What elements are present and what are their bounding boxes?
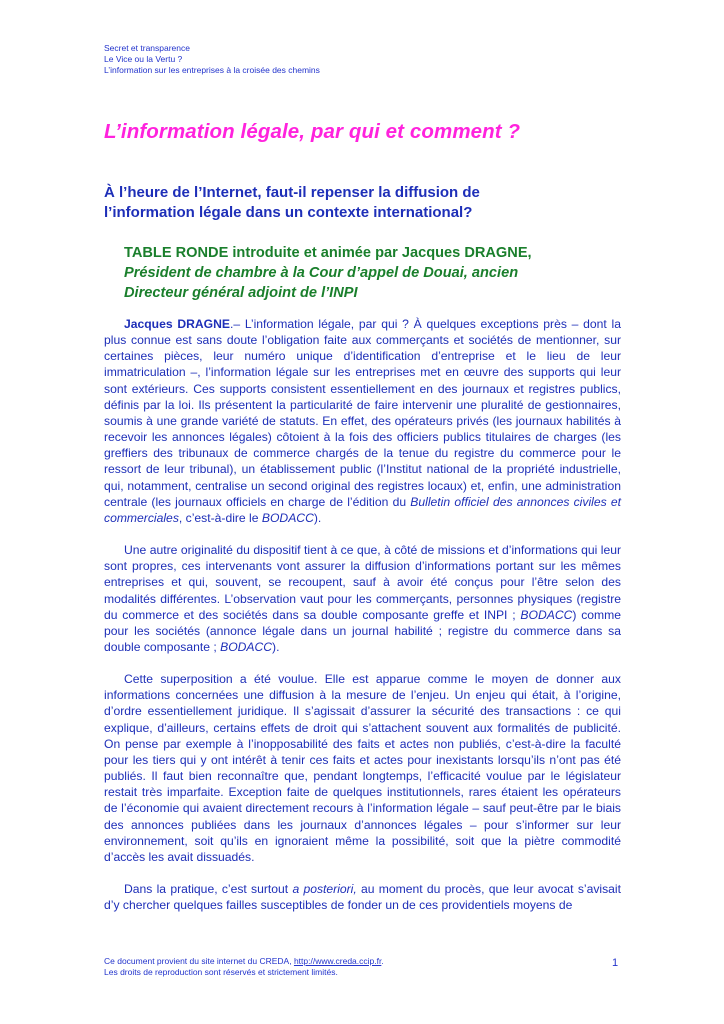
header-line-3: L’information sur les entreprises à la croisée des chemins [104,65,320,75]
subtitle-line-1: À l’heure de l’Internet, faut-il repenser la diffusion de [104,184,480,201]
page-footer [104,956,624,978]
subtitle [104,183,624,223]
paragraph-1 [104,316,621,526]
paragraph-2-text-b: ) comme pour les sociétés (annonce légale dans un journal habilité ; registre du commerce dans sa double composante ; [104,607,621,654]
body-text [104,316,621,913]
paragraph-4 [104,881,621,913]
paragraph-1-text-c: ). [313,510,322,525]
roundtable-line-1: TABLE RONDE introduite et animée par Jacques DRAGNE, [124,245,532,261]
page-title: L’information légale, par qui et comment ? [104,120,521,143]
paragraph-4-text: Dans la pratique, c’est surtout [124,882,293,896]
bodacc-ref: BODACC [520,607,573,622]
paragraph-1-text-b: , c’est-à-dire le [178,510,262,525]
publication-title: Bulletin officiel des annonces civiles et commerciales [104,494,621,525]
roundtable-line-2: Président de chambre à la Cour d’appel de Douai, ancien [124,265,519,281]
paragraph-1-text: .– L’information légale, par qui ? À quelques exceptions près – dont la plus connue est sans doute l’obligation faite aux commerçants et sociétés de mentionner, sur certaines pièces, leur numéro unique d’identification d’entreprise et le lieu de leur immatriculation –, l’information légale sur les entreprises met en œuvre des supports qui leur sont extérieurs. Ces supports consistent essentiellement en des journaux et registres publics, définis par la loi. Ils présentent la particularité de faire intervenir une pluralité de gestionnaires, soumis à une grande variété de statuts. En effet, des opérateurs privés (les journaux habilités à recevoir les annonces légales) côtoient à la fois des officiers publics titulaires de charges (les greffiers des tribunaux de commerce chargés de la tenue du registre du commerce pour le ressort de leur tribunal), un établissement public (l’Institut national de la propriété industrielle, qui, notamment, centralise un second original des registres locaux) et, enfin, une administration centrale (les journaux officiels en charge de l’édition du [104,317,621,509]
roundtable-intro [124,243,624,303]
speaker-name: Jacques DRAGNE [124,317,230,331]
header-line-2: Le Vice ou la Vertu ? [104,54,183,64]
paragraph-2-text: Une autre originalité du dispositif tient à ce que, à côté de missions et d’informations qui leur sont propres, ces intervenants vont assurer la diffusion d’informations portant sur les mêmes entreprises et qui, souvent, se recoupent, sauf à avoir été conçus pour l’être selon des modalités différentes. L’observation vaut pour les commerçants, personnes physiques (registre du commerce et des sociétés dans sa double composante greffe et INPI ; [104,543,621,622]
running-header [104,43,320,76]
page-number: 1 [612,957,619,969]
creda-link[interactable]: http://www.creda.ccip.fr [293,956,382,966]
latin-phrase: a posteriori, [292,882,357,896]
header-line-1: Secret et transparence [104,43,190,53]
footer-line-2: Les droits de reproduction sont réservés et strictement limités. [104,967,338,977]
roundtable-line-3: Directeur général adjoint de l’INPI [124,285,358,301]
paragraph-2 [104,542,621,655]
bodacc-ref: BODACC [220,639,273,654]
footer-source-text: Ce document provient du site internet du CREDA, [104,956,294,966]
footer-period: . [381,956,384,966]
footer-line-1 [104,956,624,967]
paragraph-3: Cette superposition a été voulue. Elle est apparue comme le moyen de donner aux informations concernées une diffusion à la mesure de l’enjeu. Un enjeu qui était, à l’origine, d’ordre essentiellement juridique. Il s’agissait d’assurer la sécurité des transactions : ce qui explique, d’ailleurs, certains effets de droit qui s’attachent souvent aux formalités de publicité. On pense par exemple à l’inopposabilité des faits et actes non publiés, c’est-à-dire la faculté pour les tiers qui y ont intérêt à tenir ces faits et actes pour inexistants lorsqu’ils n’ont pas été publiés. Il faut bien reconnaître que, pendant longtemps, l’efficacité voulue par le législateur restait très imparfaite. Exception faite de quelques institutionnels, rares étaient les opérateurs de l’économie qui avaient directement recours à l’information légale – sauf peut-être par le biais des annonces publiées dans les journaux d’annonces légales – pour s’informer sur leur environnement, soit qu’ils en ignoraient même la possibilité, soit que la piètre commodité d’accès les avait dissuadés. [104,672,621,864]
subtitle-line-2: l’information légale dans un contexte international? [104,204,473,221]
paragraph-2-text-c: ). [272,639,280,654]
bodacc-ref: BODACC [261,510,314,525]
paragraph-4-text-b: au moment du procès, que leur avocat s’avisait d’y chercher quelques failles susceptibles de fonder un de ces providentiels moyens de [104,882,621,913]
